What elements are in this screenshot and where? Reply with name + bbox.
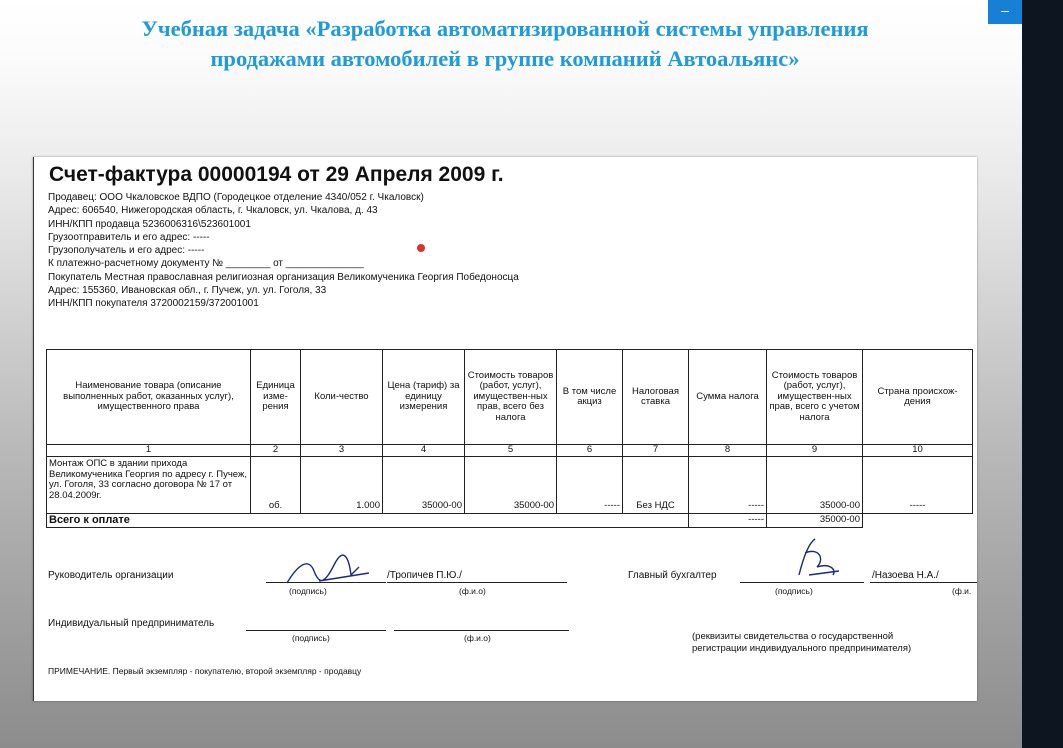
- slide-title-line-2: продажами автомобилей в группе компаний Автоальянс»: [210, 46, 800, 71]
- header-cell: Коли-чество: [301, 350, 383, 445]
- column-number: 5: [465, 445, 557, 457]
- fio-caption: (ф.и.: [952, 586, 972, 596]
- table-row: [47, 457, 973, 514]
- signature-caption: (подпись): [775, 586, 813, 596]
- red-dot: [417, 244, 425, 252]
- invoice-note: ПРИМЕЧАНИЕ. Первый экземпляр - покупателю, второй экземпляр - продавцу: [48, 666, 362, 676]
- shipper-line: Грузоотправитель и его адрес: -----: [48, 231, 210, 243]
- header-cell: Стоимость товаров (работ, услуг), имуществен-ных прав, всего с учетом налога: [767, 350, 863, 445]
- registration-note-2: регистрации индивидуального предпринимателя): [692, 643, 912, 654]
- column-number: 7: [623, 445, 689, 457]
- registration-note-1: (реквизиты свидетельства о государственной: [692, 631, 894, 642]
- header-cell: Цена (тариф) за единицу измерения: [383, 350, 465, 445]
- header-cell: Страна происхож-дения: [863, 350, 973, 445]
- accountant-name: /Назоева Н.А./: [872, 570, 939, 581]
- column-number: 10: [863, 445, 973, 457]
- head-name-line: [387, 582, 567, 583]
- column-number: 9: [767, 445, 863, 457]
- invoice-document: [33, 157, 977, 701]
- invoice-title: Счет-фактура 00000194 от 29 Апреля 2009 г.: [49, 163, 504, 186]
- buyer-address-line: Адрес: 155360, Ивановская обл., г. Пучеж, ул. ул. Гоголя, 33: [48, 285, 327, 297]
- head-label: Руководитель организации: [48, 570, 174, 581]
- column-number-row: [47, 445, 973, 457]
- buyer-inn-line: ИНН/КПП покупателя 3720002159/372001001: [48, 298, 259, 310]
- item-qty: 1.000: [301, 457, 383, 514]
- seller-address-line: Адрес: 606540, Нижегородская область, г. Чкаловск, ул. Чкалова, д. 43: [48, 205, 378, 217]
- item-unit: об.: [251, 457, 301, 514]
- item-rate: Без НДС: [623, 457, 689, 514]
- accountant-label: Главный бухгалтер: [628, 570, 717, 581]
- buyer-line: Покупатель Местная православная религиозная организация Великомученика Георгия Победоносца: [48, 271, 519, 283]
- payment-doc-line: К платежно-расчетному документу № ________ от ______________: [48, 258, 364, 270]
- item-tax: -----: [689, 457, 767, 514]
- column-number: 1: [47, 445, 251, 457]
- header-cell: Наименование товара (описание выполненных работ, оказанных услуг), имущественного права: [47, 350, 251, 445]
- entrepreneur-label: Индивидуальный предприниматель: [48, 618, 215, 629]
- header-cell: В том числе акциз: [557, 350, 623, 445]
- entrepreneur-signature-line: [246, 630, 386, 631]
- side-panel: [1022, 0, 1063, 748]
- invoice-table: [46, 349, 973, 528]
- accountant-signature: [779, 535, 859, 583]
- total-tax: -----: [689, 514, 767, 528]
- invoice-details: [48, 191, 519, 311]
- header-row: [47, 350, 973, 445]
- item-price: 35000-00: [383, 457, 465, 514]
- seller-inn-line: ИНН/КПП продавца 5236006316\523601001: [48, 218, 251, 230]
- column-number: 3: [301, 445, 383, 457]
- header-cell: Стоимость товаров (работ, услуг), имуществен-ных прав, всего без налога: [465, 350, 557, 445]
- item-cost: 35000-00: [465, 457, 557, 514]
- item-country: -----: [863, 457, 973, 514]
- head-name: /Тропичев П.Ю./: [387, 570, 462, 581]
- total-label: Всего к оплате: [47, 514, 689, 528]
- column-number: 8: [689, 445, 767, 457]
- slide-title: [0, 14, 1010, 74]
- header-cell: Сумма налога: [689, 350, 767, 445]
- item-excise: -----: [557, 457, 623, 514]
- column-number: 4: [383, 445, 465, 457]
- column-number: 6: [557, 445, 623, 457]
- consignee-line: Грузополучатель и его адрес: -----: [48, 245, 205, 257]
- total-amount: 35000-00: [767, 514, 863, 528]
- accountant-name-line: [870, 582, 977, 583]
- total-row: [47, 514, 973, 528]
- seller-line: Продавец: ООО Чкаловское ВДПО (Городецкое отделение 4340/052 г. Чкаловск): [48, 192, 424, 203]
- signature-caption: (подпись): [289, 586, 327, 596]
- entrepreneur-name-line: [394, 630, 569, 631]
- fio-caption: (ф.и.о): [459, 586, 486, 596]
- signature-caption: (подпись): [292, 633, 330, 643]
- minimize-button[interactable]: –: [988, 0, 1022, 24]
- header-cell: Налоговая ставка: [623, 350, 689, 445]
- slide-title-line-1: Учебная задача «Разработка автоматизированной системы управления: [141, 16, 869, 41]
- fio-caption: (ф.и.о): [464, 633, 491, 643]
- item-name: Монтаж ОПС в здании прихода Великомученика Георгия по адресу г. Пучеж, ул. Гоголя, 33 согласно договора № 17 от 28.04.2009г.: [47, 457, 251, 514]
- item-total: 35000-00: [767, 457, 863, 514]
- header-cell: Единица изме-рения: [251, 350, 301, 445]
- column-number: 2: [251, 445, 301, 457]
